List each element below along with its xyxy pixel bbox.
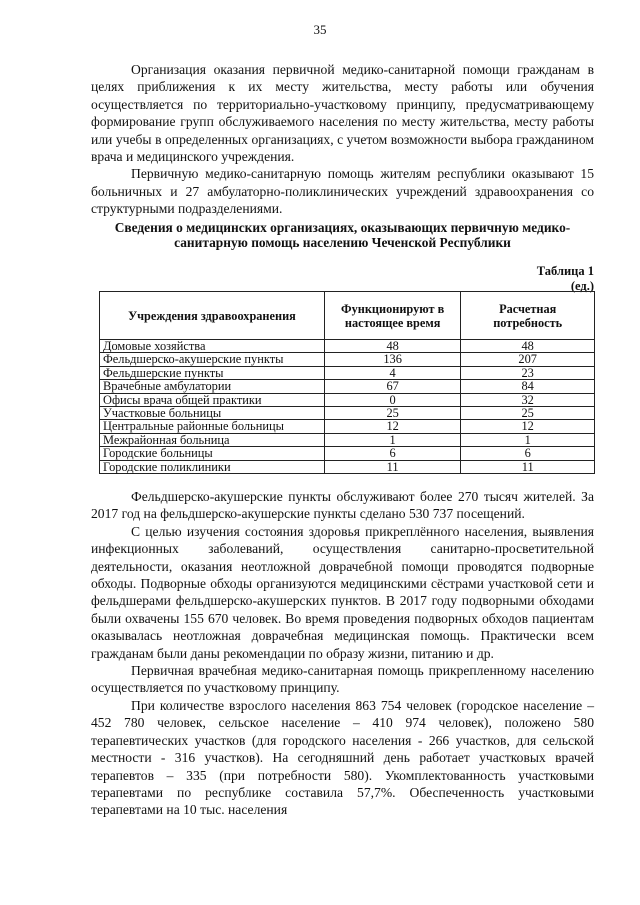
table-cell: 84 xyxy=(461,380,595,393)
table-cell: 6 xyxy=(324,447,460,460)
table-row xyxy=(100,407,595,420)
table-row xyxy=(100,420,595,433)
table-row xyxy=(100,433,595,446)
table-row xyxy=(100,447,595,460)
table-cell: Офисы врача общей практики xyxy=(100,393,325,406)
table-cell: Межрайонная больница xyxy=(100,433,325,446)
facilities-table xyxy=(99,291,595,474)
table-cell: 1 xyxy=(461,433,595,446)
table-cell: 207 xyxy=(461,353,595,366)
table-cell: 32 xyxy=(461,393,595,406)
table-cell: Фельдшерско-акушерские пункты xyxy=(100,353,325,366)
table-cell: 0 xyxy=(324,393,460,406)
paragraph: Фельдшерско-акушерские пункты обслуживают более 270 тысяч жителей. За 2017 год на фельдшерско-акушерские пункты сделано 530 737 посещений. xyxy=(91,489,594,522)
table-row xyxy=(100,340,595,353)
table-row xyxy=(100,380,595,393)
table-row xyxy=(100,393,595,406)
table-cell: 1 xyxy=(324,433,460,446)
table-cell: 67 xyxy=(324,380,460,393)
table-cell: Центральные районные больницы xyxy=(100,420,325,433)
table-cell: 12 xyxy=(324,420,460,433)
column-header: Расчетная потребность xyxy=(461,292,595,340)
paragraph: Организация оказания первичной медико-санитарной помощи гражданам в целях приближения к их месту жительства, месту работы или обучения осуществляется по территориально-участковому принципу, предусматривающему формирование групп обслуживаемого населения по месту жительства, месту работы или учебы в определенных организациях, с учетом возможности выбора гражданином врача и медицинского учреждения. xyxy=(91,62,594,165)
intro-text xyxy=(91,61,594,218)
table-cell: 12 xyxy=(461,420,595,433)
table-label: Таблица 1 xyxy=(536,264,594,278)
table-cell: 48 xyxy=(461,340,595,353)
table-label-block xyxy=(537,264,594,294)
table-cell: 23 xyxy=(461,366,595,379)
table-cell: Городские больницы xyxy=(100,447,325,460)
table-cell: 136 xyxy=(324,353,460,366)
table-unit: (ед.) xyxy=(570,279,594,293)
paragraph: Первичная врачебная медико-санитарная помощь прикрепленному населению осуществляется по участковому принципу. xyxy=(91,663,594,696)
table-cell: 11 xyxy=(461,460,595,473)
table-cell: 25 xyxy=(324,407,460,420)
table-cell: 48 xyxy=(324,340,460,353)
table-row xyxy=(100,460,595,473)
table-row xyxy=(100,366,595,379)
paragraph: С целью изучения состояния здоровья прикреплённого населения, выявления инфекционных заболеваний, осуществления санитарно-просветительной деятельности, оказания неотложной доврачебной помощи проводятся подворные обходы. Подворные обходы организуются медицинскими сёстрами участковой сети и фельдшерами фельдшерско-акушерских пунктов. В 2017 году подворными обходами были охвачены 155 670 человек. Во время проведения подворных обходов пациентам оказывалась неотложная доврачебная медицинская помощь. Практически всем гражданам были даны рекомендации по образу жизни, питанию и др. xyxy=(91,523,594,661)
paragraph: Первичную медико-санитарную помощь жителям республики оказывают 15 больничных и 27 амбулаторно-поликлинических учреждений здравоохранения со структурными подразделениями. xyxy=(91,166,594,217)
column-header: Функционируют в настоящее время xyxy=(324,292,460,340)
table-header-row xyxy=(100,292,595,340)
table-cell: 11 xyxy=(324,460,460,473)
table-cell: Домовые хозяйства xyxy=(100,340,325,353)
table-cell: Участковые больницы xyxy=(100,407,325,420)
table-cell: Фельдшерские пункты xyxy=(100,366,325,379)
table-cell: 4 xyxy=(324,366,460,379)
table-cell: 6 xyxy=(461,447,595,460)
page-number: 35 xyxy=(313,22,327,37)
table-cell: Городские поликлиники xyxy=(100,460,325,473)
column-header: Учреждения здравоохранения xyxy=(100,292,325,340)
table-cell: Врачебные амбулатории xyxy=(100,380,325,393)
paragraph: При количестве взрослого населения 863 754 человек (городское население – 452 780 человек, сельское население – 410 974 человек), положено 580 терапевтических участков (для городского населения - 266 участков, для сельской местности - 316 участков). На сегодняшний день работает участковых врачей терапевтов – 335 (при потребности 580). Укомплектованность участковыми терапевтами по республике составила 57,7%. Обеспеченность участковыми терапевтами на 10 тыс. населения xyxy=(91,697,594,818)
table-row xyxy=(100,353,595,366)
table-cell: 25 xyxy=(461,407,595,420)
body-text xyxy=(91,488,594,819)
table-caption: Сведения о медицинских организациях, оказывающих первичную медико-санитарную помощь населению Чеченской Республики xyxy=(114,220,571,250)
